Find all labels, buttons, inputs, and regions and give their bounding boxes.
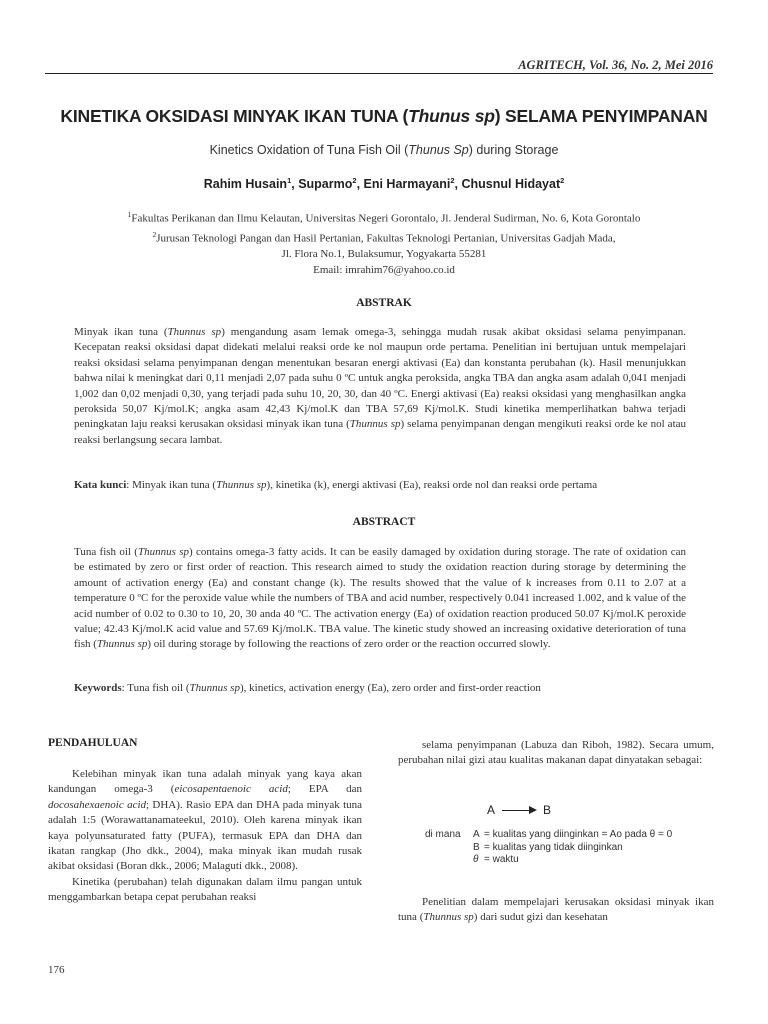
contact-email: Email: imrahim76@yahoo.co.id (313, 264, 455, 277)
arrow-right-icon (529, 806, 537, 814)
author-list (0, 176, 768, 191)
affiliation-2-address: Jl. Flora No.1, Bulaksumur, Yogyakarta 55281 (281, 248, 487, 261)
equation-definitions (425, 829, 725, 867)
affiliation-1: $^1$Fakultas Perikanan dan Ilmu Kelautan, Universitas Negeri Gorontalo, Jl. Jenderal Sudirman, No. 6, Kota Gorontalo (127, 210, 641, 225)
definition-row: B = kualitas yang tidak diinginkan (473, 841, 623, 853)
author: Suparmo$^2$, (298, 176, 364, 192)
page-number: 176 (48, 964, 65, 976)
section-heading-pendahuluan: PENDAHULUAN (48, 737, 138, 749)
intro-paragraph-1: Kelebihan minyak ikan tuna adalah minyak yang kaya akan kandungan omega-3 (eicosapentaenoic acid; EPA dan docosahexaenoic acid; DHA). Rasio EPA dan DHA pada minyak tuna adalah 1:5 (Worawattanamateekul, 2010). Oleh karena minyak ikan kaya polyunsaturated fatty (PUFA), termasuk EPA dan DHA dan ikatan rangkap (Jho dkk., 2004), maka minyak ikan mudah rusak akibat oksidasi (Boran dkk., 2006; Malaguti dkk., 2008). (48, 768, 363, 873)
journal-header: AGRITECH, Vol. 36, No. 2, Mei 2016 (518, 58, 713, 72)
author: Chusnul Hidayat$^2$ (461, 176, 565, 192)
reaction-equation (487, 803, 567, 819)
abstrak-body: Minyak ikan tuna (Thunnus sp) mengandung asam lemak omega-3, sehingga mudah rusak akibat oksidasi selama penyimpanan. Kecepatan reaksi oksidasi dapat didekati melalui reaksi orde ke nol maupun orde pertama. Penelitian ini bertujuan untuk mempelajari reaksi oksidasi selama penyimpanan dengan menentukan besaran energi aktivasi (Ea) dan konstanta perubahan (k). Hasil menunjukkan bahwa nilai k meningkat dari 0,11 menjadi 2,07 pada suhu 0 ºC untuk angka peroksida, angka TBA dan angka asam adalah 0,041 menjadi 1,002 dan 0,02 menjadi 0,30, yang terjadi pada suhu 10, 20, 30, dan 40 ºC. Energi aktivasi (Ea) reaksi oksidasi yang menghasilkan angka peroksida 50,07 Kj/mol.K; angka asam 42,43 Kj/mol.K dan TBA 57,69 Kj/mol.K. Studi kinetika memperlihatkan bahwa terjadi peningkatan laju reaksi kerusakan oksidasi minyak ikan tuna (Thunnus sp) selama penyimpanan dengan mengikuti reaksi orde ke nol atau reaksi berlangsung secara lambat. (74, 326, 687, 446)
header-rule (45, 73, 713, 74)
paper-subtitle: Kinetics Oxidation of Tuna Fish Oil (Thunus Sp) during Storage (209, 143, 559, 157)
author: Eni Harmayani$^2$, (363, 176, 462, 192)
intro-paragraph-4: Penelitian dalam mempelajari kerusakan oksidasi minyak ikan tuna (Thunnus sp) dari sudut gizi dan kesehatan (398, 896, 714, 924)
arrow-line (502, 810, 532, 811)
intro-left-column (48, 767, 362, 906)
affiliations (0, 207, 768, 278)
definition-row: di mana A = kualitas yang diinginkan = Ao pada θ = 0 (425, 829, 673, 840)
definition-row: θ = waktu (473, 854, 519, 865)
intro-paragraph-2: Kinetika (perubahan) telah digunakan dalam ilmu pangan untuk menggambarkan betapa cepat perubahan reaksi (48, 875, 362, 904)
paper-title: KINETIKA OKSIDASI MINYAK IKAN TUNA (Thunus sp) SELAMA PENYIMPANAN (60, 106, 708, 126)
abstract-heading: ABSTRACT (352, 516, 416, 528)
keywords: Keywords: Tuna fish oil (Thunnus sp), kinetics, activation energy (Ea), zero order and first-order reaction (74, 682, 541, 694)
kata-kunci: Kata kunci: Minyak ikan tuna (Thunnus sp), kinetika (k), energi aktivasi (Ea), reaksi orde nol dan reaksi orde pertama (74, 479, 598, 491)
abstract-body: Tuna fish oil (Thunnus sp) contains omega-3 fatty acids. It can be easily damaged by oxidation during storage. The rate of oxidation can be estimated by zero or first order of reaction. This research aimed to study the oxidation reaction during storage by determining the amount of activation energy (Ea) and constant change (k). The results showed that the value of k increases from 0.11 to 2.07 at a temperature 0 ºC for the peroxide value while the numbers of TBA and acid number, respectively 0.041 increased 1.002, and k value of the acid number of 0.02 to 0.30 to 10, 20, 30 anda 40 ºC. The activation energy (Ea) of oxidation reaction produced 50.07 Kj/mol.K peroxide value; 42.43 Kj/mol.K acid value and 57.69 Kj/mol.K. TBA value. The kinetic study showed an increasing oxidative deterioration of tuna fish (Thunnus sp) oil during storage by following the reactions of zero order or the reaction occurred slowly. (74, 546, 686, 651)
intro-right-column (398, 738, 714, 769)
intro-paragraph-3: selama penyimpanan (Labuza dan Riboh, 1982). Secara umum, perubahan nilai gizi atau kualitas makanan dapat dinyatakan sebagai: (398, 739, 714, 767)
abstrak-heading: ABSTRAK (356, 297, 412, 309)
equation-term-b: B (543, 803, 552, 817)
author: Rahim Husain$^1$, (203, 176, 299, 192)
equation-term-a: A (487, 803, 496, 817)
affiliation-2: $^2$Jurusan Teknologi Pangan dan Hasil Pertanian, Fakultas Teknologi Pertanian, Universitas Gadjah Mada, (152, 229, 616, 245)
intro-right-column-continued (398, 895, 714, 926)
